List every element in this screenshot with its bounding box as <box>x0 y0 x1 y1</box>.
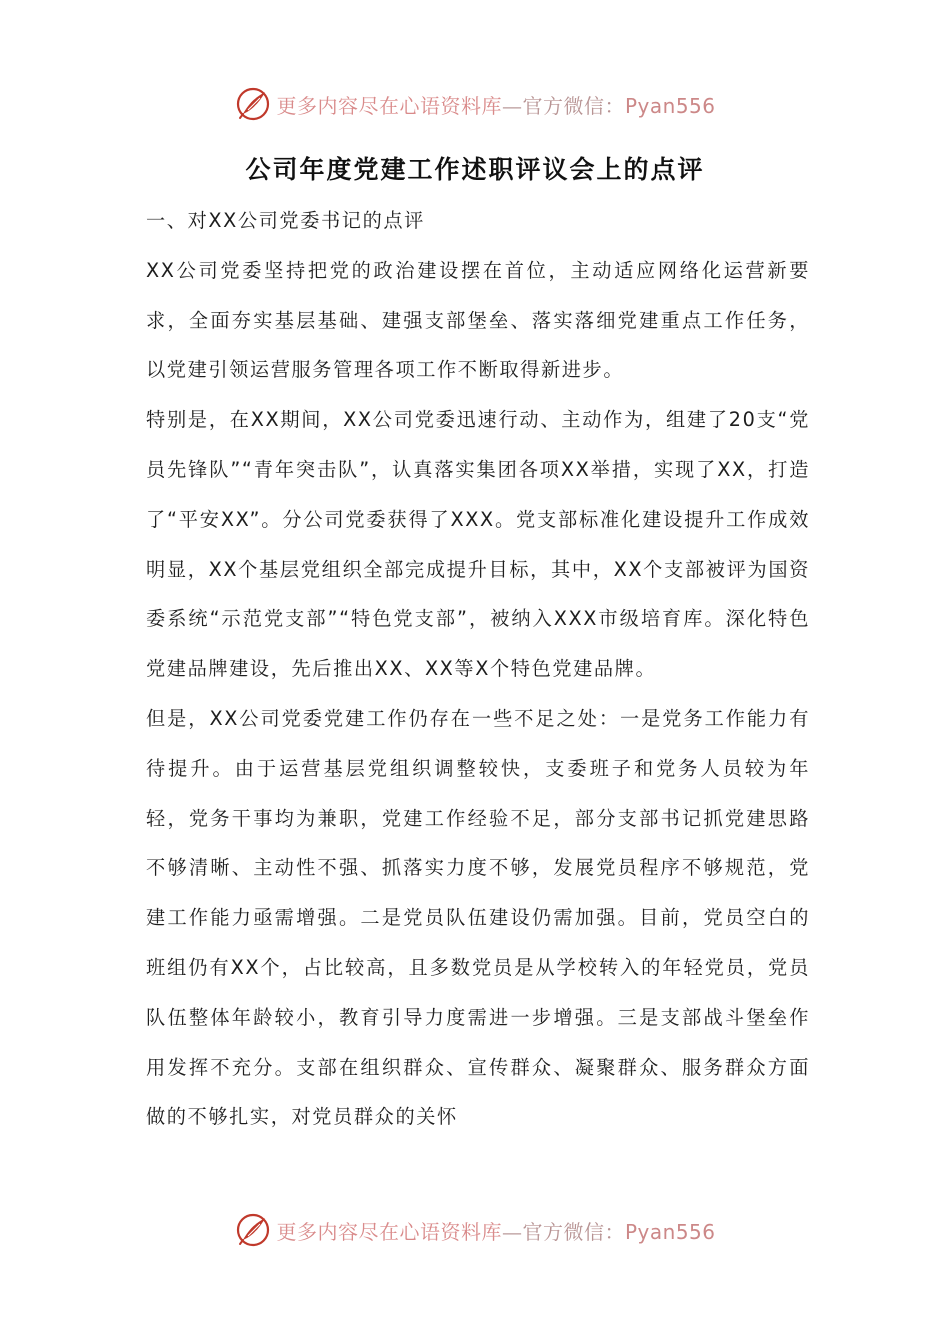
quill-logo-icon <box>234 85 272 123</box>
quill-logo-icon <box>234 1211 272 1249</box>
watermark-wechat-id: Pyan556 <box>624 93 716 118</box>
watermark-wechat-label: 官方微信： <box>522 93 625 118</box>
watermark-text <box>276 1216 715 1245</box>
watermark-dash: — <box>501 1219 523 1244</box>
document-body <box>146 196 810 1142</box>
footer-watermark-banner <box>0 1208 950 1252</box>
watermark-wechat-id: Pyan556 <box>624 1219 716 1244</box>
watermark-lead: 更多内容尽在心语资料库 <box>276 93 502 118</box>
watermark-text <box>276 90 715 119</box>
paragraph-3: 但是，XX公司党委党建工作仍存在一些不足之处：一是党务工作能力有待提升。由于运营基层党组织调整较快，支委班子和党务人员较为年轻，党务干事均为兼职，党建工作经验不足，部分支部书记抓党建思路不够清晰、主动性不强、抓落实力度不够，发展党员程序不够规范，党建工作能力亟需增强。二是党员队伍建设仍需加强。目前，党员空白的班组仍有XX个，占比较高，且多数党员是从学校转入的年轻党员，党员队伍整体年龄较小，教育引导力度需进一步增强。三是支部战斗堡垒作用发挥不充分。支部在组织群众、宣传群众、凝聚群众、服务群众方面做的不够扎实，对党员群众的关怀 <box>146 706 810 1129</box>
paragraph-2: 特别是，在XX期间，XX公司党委迅速行动、主动作为，组建了20支“党员先锋队”“青年突击队”，认真落实集团各项XX举措，实现了XX，打造了“平安XX”。分公司党委获得了XXX。党支部标准化建设提升工作成效明显，XX个基层党组织全部完成提升目标，其中，XX个支部被评为国资委系统“示范党支部”“特色党支部”，被纳入XXX市级培育库。深化特色党建品牌建设，先后推出XX、XX等X个特色党建品牌。 <box>146 408 810 681</box>
document-title: 公司年度党建工作述职评议会上的点评 <box>245 155 705 184</box>
header-watermark-banner <box>0 82 950 126</box>
watermark-dash: — <box>501 93 523 118</box>
watermark-lead: 更多内容尽在心语资料库 <box>276 1219 502 1244</box>
section-heading: 一、对XX公司党委书记的点评 <box>146 209 425 232</box>
watermark-wechat-label: 官方微信： <box>522 1219 625 1244</box>
paragraph-1: XX公司党委坚持把党的政治建设摆在首位，主动适应网络化运营新要求，全面夯实基层基础、建强支部堡垒、落实落细党建重点工作任务，以党建引领运营服务管理各项工作不断取得新进步。 <box>146 258 810 382</box>
